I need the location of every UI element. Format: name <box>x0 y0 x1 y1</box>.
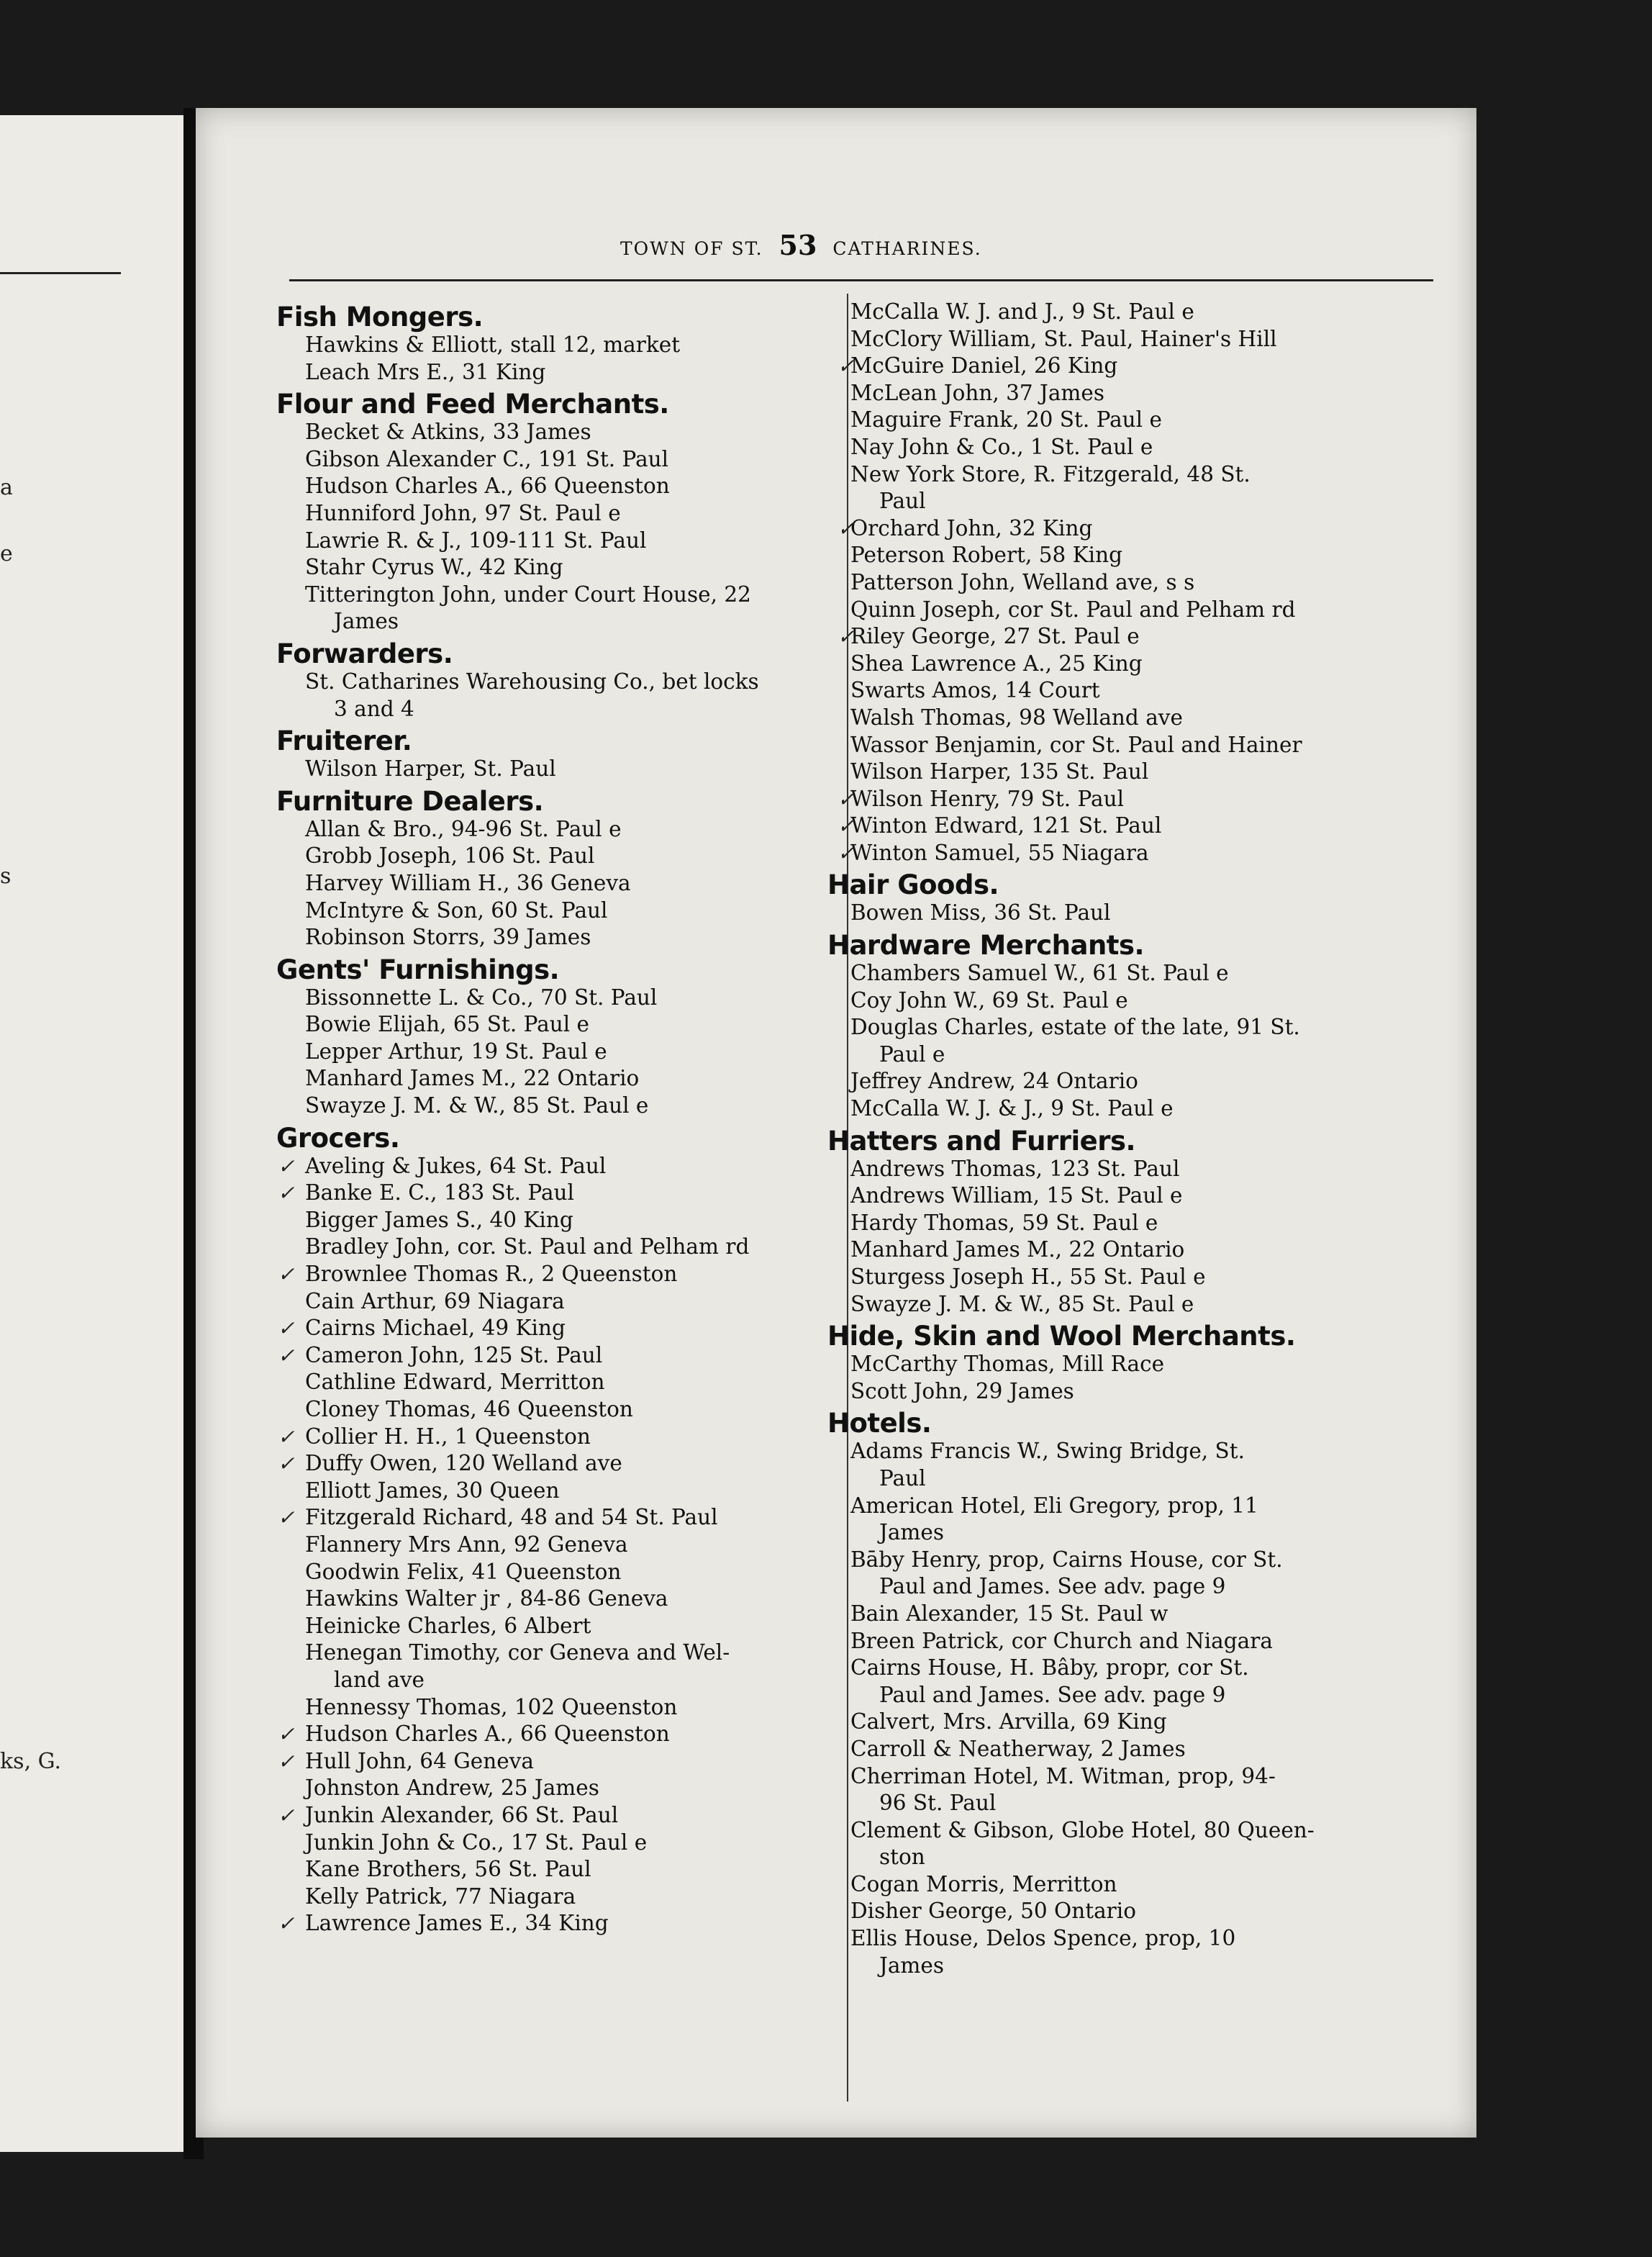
category-heading: Gents' Furnishings. <box>276 954 560 985</box>
entry-continuation: James <box>879 1953 944 1978</box>
check-mark-icon: ✓ <box>278 1181 295 1206</box>
check-mark-icon: ✓ <box>278 1912 295 1936</box>
entry-text: McCalla W. J. and J., 9 St. Paul e <box>850 299 1194 324</box>
directory-entry <box>836 1925 1433 1979</box>
entry-continuation: 3 and 4 <box>334 696 414 721</box>
directory-entry <box>276 1039 823 1066</box>
entry-text: Sturgess Joseph H., 55 St. Paul e <box>850 1265 1206 1289</box>
check-mark-icon: ✓ <box>278 1722 295 1747</box>
entry-text: Wassor Benjamin, cor St. Paul and Hainer <box>850 732 1302 757</box>
entry-text: Wilson Harper, 135 St. Paul <box>850 759 1149 784</box>
directory-entry <box>276 332 823 359</box>
entry-text: McLean John, 37 James <box>850 380 1104 405</box>
directory-entry <box>276 870 823 897</box>
entry-text: Carroll & Neatherway, 2 James <box>850 1736 1186 1761</box>
entry-text: Peterson Robert, 58 King <box>850 543 1122 568</box>
directory-entry <box>276 1775 823 1802</box>
directory-entry <box>276 528 823 555</box>
entry-text: Harvey William H., 36 Geneva <box>305 870 631 895</box>
directory-entry <box>276 1721 823 1748</box>
directory-entry <box>836 623 1433 651</box>
previous-page-fragment: a <box>0 475 13 500</box>
entry-text: Cain Arthur, 69 Niagara <box>305 1288 565 1313</box>
directory-entry <box>276 1559 823 1586</box>
right-column <box>827 299 1433 1979</box>
directory-entry <box>276 1613 823 1640</box>
directory-entry <box>276 359 823 386</box>
directory-entry <box>836 1095 1433 1123</box>
entry-text: Cherriman Hotel, M. Witman, prop, 94- <box>850 1763 1276 1788</box>
directory-entry <box>276 1093 823 1120</box>
previous-page-edge <box>0 115 194 2152</box>
check-mark-icon: ✓ <box>278 1749 295 1773</box>
directory-entry <box>836 900 1433 927</box>
entry-text: Junkin Alexander, 66 St. Paul <box>305 1802 619 1827</box>
entry-text: Henegan Timothy, cor Geneva and Wel- <box>305 1640 730 1665</box>
directory-entry <box>276 897 823 925</box>
entry-text: Hardy Thomas, 59 St. Paul e <box>850 1210 1158 1235</box>
check-mark-icon: ✓ <box>278 1452 295 1476</box>
directory-entry <box>836 840 1433 867</box>
entry-text: Hull John, 64 Geneva <box>305 1748 534 1773</box>
category-heading: Hotels. <box>827 1408 932 1439</box>
directory-entry <box>836 1493 1433 1547</box>
directory-entry <box>276 1288 823 1316</box>
entry-text: Johnston Andrew, 25 James <box>305 1776 599 1801</box>
entry-text: Gibson Alexander C., 191 St. Paul <box>305 446 669 471</box>
directory-entry <box>836 326 1433 353</box>
directory-entry <box>836 1014 1433 1068</box>
directory-entry <box>836 515 1433 543</box>
entry-text: Chambers Samuel W., 61 St. Paul e <box>850 961 1229 986</box>
category-heading: Hardware Merchants. <box>827 930 1145 962</box>
directory-entry <box>276 446 823 474</box>
entry-text: Bradley John, cor. St. Paul and Pelham rd <box>305 1234 750 1259</box>
category-heading: Forwarders. <box>276 638 453 669</box>
directory-entry <box>836 732 1433 759</box>
entry-text: Patterson John, Welland ave, s s <box>850 569 1195 594</box>
entry-text: Lawrence James E., 34 King <box>305 1911 609 1936</box>
entry-text: Hawkins Walter jr , 84-86 Geneva <box>305 1586 668 1611</box>
page-header <box>620 229 1268 261</box>
directory-entry <box>836 987 1433 1015</box>
check-mark-icon: ✓ <box>278 1424 295 1449</box>
directory-entry <box>836 1736 1433 1763</box>
entry-continuation: James <box>879 1520 944 1545</box>
directory-entry <box>276 1180 823 1207</box>
directory-entry <box>836 1709 1433 1736</box>
entry-text: Scott John, 29 James <box>850 1378 1074 1403</box>
directory-entry <box>836 1898 1433 1925</box>
entry-text: Hudson Charles A., 66 Queenston <box>305 1722 670 1747</box>
check-mark-icon: ✓ <box>838 841 855 865</box>
entry-text: Orchard John, 32 King <box>850 515 1093 540</box>
directory-entry <box>836 1601 1433 1628</box>
check-mark-icon: ✓ <box>278 1154 295 1178</box>
directory-entry <box>276 1261 823 1288</box>
directory-entry <box>836 705 1433 732</box>
directory-entry <box>836 353 1433 380</box>
entry-text: McIntyre & Son, 60 St. Paul <box>305 897 608 923</box>
entry-continuation: 96 St. Paul <box>879 1791 997 1816</box>
entry-text: Lawrie R. & J., 109-111 St. Paul <box>305 528 647 553</box>
directory-entry <box>836 434 1433 461</box>
entry-text: Robinson Storrs, 39 James <box>305 925 591 950</box>
directory-entry <box>836 461 1433 515</box>
entry-text: Manhard James M., 22 Ontario <box>850 1237 1185 1262</box>
directory-entry <box>276 500 823 528</box>
entry-text: Bain Alexander, 15 St. Paul w <box>850 1601 1168 1626</box>
entry-text: Brownlee Thomas R., 2 Queenston <box>305 1262 678 1287</box>
entry-text: New York Store, R. Fitzgerald, 48 St. <box>850 461 1251 487</box>
entry-continuation: James <box>334 609 399 634</box>
directory-entry <box>276 1586 823 1613</box>
directory-entry <box>836 960 1433 987</box>
directory-entry <box>276 985 823 1012</box>
directory-entry <box>836 813 1433 840</box>
directory-entry <box>276 1153 823 1180</box>
entry-continuation: Paul e <box>879 1041 945 1067</box>
check-mark-icon: ✓ <box>278 1803 295 1827</box>
directory-entry <box>836 759 1433 786</box>
left-column <box>276 299 823 1937</box>
directory-entry <box>836 1182 1433 1210</box>
entry-text: Flannery Mrs Ann, 92 Geneva <box>305 1532 628 1557</box>
directory-entry <box>276 1342 823 1370</box>
entry-text: Goodwin Felix, 41 Queenston <box>305 1559 622 1584</box>
directory-entry <box>836 1655 1433 1709</box>
check-mark-icon: ✓ <box>278 1316 295 1341</box>
entry-continuation: ston <box>879 1845 925 1870</box>
directory-entry <box>276 419 823 446</box>
entry-text: Jeffrey Andrew, 24 Ontario <box>850 1069 1138 1094</box>
entry-text: Heinicke Charles, 6 Albert <box>305 1613 591 1638</box>
entry-text: Andrews Thomas, 123 St. Paul <box>850 1156 1180 1181</box>
previous-page-rule <box>0 272 121 274</box>
entry-continuation: land ave <box>334 1667 425 1692</box>
entry-text: Swayze J. M. & W., 85 St. Paul e <box>850 1291 1194 1316</box>
entry-text: American Hotel, Eli Gregory, prop, 11 <box>850 1493 1258 1518</box>
entry-text: Leach Mrs E., 31 King <box>305 359 546 384</box>
entry-text: Grobb Joseph, 106 St. Paul <box>305 843 595 869</box>
entry-text: Kane Brothers, 56 St. Paul <box>305 1857 591 1882</box>
directory-entry <box>836 1291 1433 1319</box>
check-mark-icon: ✓ <box>838 814 855 838</box>
entry-text: Breen Patrick, cor Church and Niagara <box>850 1628 1273 1653</box>
previous-page-fragment: ks, G. <box>0 1749 62 1774</box>
previous-page-fragment: e <box>0 541 13 566</box>
entry-continuation: Paul <box>879 489 926 514</box>
check-mark-icon: ✓ <box>278 1506 295 1530</box>
directory-entry <box>276 756 823 783</box>
directory-entry <box>276 1011 823 1039</box>
entry-text: Riley George, 27 St. Paul e <box>850 624 1140 649</box>
directory-entry <box>276 924 823 951</box>
directory-entry <box>836 299 1433 326</box>
entry-text: Winton Samuel, 55 Niagara <box>850 840 1149 865</box>
entry-text: Wilson Henry, 79 St. Paul <box>850 786 1125 811</box>
page-number: 53 <box>779 229 817 261</box>
directory-entry <box>276 1207 823 1234</box>
directory-entry <box>836 1763 1433 1817</box>
directory-page <box>196 108 1476 2138</box>
directory-entry <box>276 1639 823 1693</box>
directory-entry <box>276 473 823 500</box>
entry-text: Hunniford John, 97 St. Paul e <box>305 500 621 525</box>
directory-entry <box>836 1378 1433 1406</box>
entry-text: Cairns House, H. Bâby, propr, cor St. <box>850 1655 1249 1681</box>
directory-entry <box>836 542 1433 569</box>
directory-entry <box>276 554 823 582</box>
entry-text: Disher George, 50 Ontario <box>850 1899 1136 1924</box>
entry-text: Ellis House, Delos Spence, prop, 10 <box>850 1926 1236 1951</box>
entry-text: Duffy Owen, 120 Welland ave <box>305 1451 622 1476</box>
directory-entry <box>836 1628 1433 1655</box>
directory-entry <box>276 1504 823 1532</box>
check-mark-icon: ✓ <box>838 787 855 811</box>
header-town: TOWN OF ST. <box>620 238 763 259</box>
directory-entry <box>276 1910 823 1937</box>
directory-entry <box>276 1424 823 1451</box>
entry-text: Wilson Harper, St. Paul <box>305 756 556 782</box>
category-heading: Fruiterer. <box>276 725 412 757</box>
directory-entry <box>276 1315 823 1342</box>
entry-text: McGuire Daniel, 26 King <box>850 353 1118 379</box>
directory-entry <box>276 582 823 636</box>
entry-text: Bowie Elijah, 65 St. Paul e <box>305 1012 589 1037</box>
directory-entry <box>836 1236 1433 1264</box>
previous-page-fragment: s <box>0 864 12 889</box>
directory-entry <box>276 1829 823 1857</box>
entry-text: Clement & Gibson, Globe Hotel, 80 Queen- <box>850 1817 1315 1842</box>
category-heading: Hide, Skin and Wool Merchants. <box>827 1321 1296 1352</box>
entry-text: Maguire Frank, 20 St. Paul e <box>850 407 1162 433</box>
directory-entry <box>836 1817 1433 1871</box>
header-rule <box>289 279 1433 281</box>
entry-text: Winton Edward, 121 St. Paul <box>850 813 1162 838</box>
directory-entry <box>836 651 1433 678</box>
check-mark-icon: ✓ <box>838 625 855 649</box>
entry-text: Swarts Amos, 14 Court <box>850 678 1100 703</box>
directory-entry <box>276 1532 823 1559</box>
entry-text: Walsh Thomas, 98 Welland ave <box>850 705 1183 730</box>
directory-entry <box>836 1438 1433 1492</box>
directory-entry <box>276 1856 823 1883</box>
entry-text: St. Catharines Warehousing Co., bet locks <box>305 669 759 694</box>
directory-entry <box>836 1068 1433 1095</box>
entry-text: Cogan Morris, Merritton <box>850 1871 1117 1896</box>
entry-text: Lepper Arthur, 19 St. Paul e <box>305 1039 607 1064</box>
directory-entry <box>276 1369 823 1396</box>
entry-text: Elliott James, 30 Queen <box>305 1478 560 1503</box>
directory-entry <box>836 677 1433 705</box>
entry-text: Kelly Patrick, 77 Niagara <box>305 1883 576 1909</box>
entry-continuation: Paul and James. See adv. page 9 <box>879 1682 1226 1707</box>
entry-text: Cloney Thomas, 46 Queenston <box>305 1397 633 1421</box>
entry-text: Collier H. H., 1 Queenston <box>305 1424 591 1449</box>
entry-text: Stahr Cyrus W., 42 King <box>305 555 563 580</box>
directory-entry <box>276 816 823 843</box>
entry-text: Nay John & Co., 1 St. Paul e <box>850 434 1153 459</box>
header-city: CATHARINES. <box>832 238 982 259</box>
check-mark-icon: ✓ <box>278 1343 295 1367</box>
directory-entry <box>276 1065 823 1093</box>
entry-text: Bigger James S., 40 King <box>305 1207 573 1232</box>
entry-text: Titterington John, under Court House, 22 <box>305 582 751 607</box>
entry-text: Becket & Atkins, 33 James <box>305 420 591 445</box>
directory-entry <box>836 786 1433 813</box>
entry-text: Bissonnette L. & Co., 70 St. Paul <box>305 985 658 1010</box>
entry-text: Swayze J. M. & W., 85 St. Paul e <box>305 1093 649 1118</box>
entry-text: Cathline Edward, Merritton <box>305 1370 605 1395</box>
entry-text: Adams Francis W., Swing Bridge, St. <box>850 1439 1245 1464</box>
entry-text: Cameron John, 125 St. Paul <box>305 1342 603 1367</box>
entry-text: Aveling & Jukes, 64 St. Paul <box>305 1153 607 1178</box>
check-mark-icon: ✓ <box>278 1262 295 1287</box>
category-heading: Grocers. <box>276 1122 400 1154</box>
entry-text: Hawkins & Elliott, stall 12, market <box>305 333 681 357</box>
entry-text: Fitzgerald Richard, 48 and 54 St. Paul <box>305 1505 718 1530</box>
directory-entry <box>276 1478 823 1505</box>
entry-text: McCalla W. J. & J., 9 St. Paul e <box>850 1096 1174 1121</box>
entry-text: Hennessy Thomas, 102 Queenston <box>305 1694 678 1719</box>
entry-text: McCarthy Thomas, Mill Race <box>850 1352 1165 1377</box>
entry-text: Andrews William, 15 St. Paul e <box>850 1183 1183 1208</box>
directory-entry <box>836 597 1433 624</box>
directory-entry <box>836 569 1433 597</box>
entry-continuation: Paul and James. See adv. page 9 <box>879 1574 1226 1599</box>
category-heading: Furniture Dealers. <box>276 785 544 817</box>
entry-text: Shea Lawrence A., 25 King <box>850 651 1143 676</box>
directory-entry <box>276 843 823 870</box>
check-mark-icon: ✓ <box>838 354 855 379</box>
entry-text: Junkin John & Co., 17 St. Paul e <box>305 1829 648 1855</box>
directory-entry <box>836 1156 1433 1183</box>
entry-text: Douglas Charles, estate of the late, 91 St. <box>850 1015 1300 1040</box>
entry-text: McClory William, St. Paul, Hainer's Hill <box>850 326 1277 351</box>
directory-entry <box>836 1871 1433 1899</box>
category-heading: Fish Mongers. <box>276 302 484 333</box>
check-mark-icon: ✓ <box>838 516 855 540</box>
directory-entry <box>836 407 1433 434</box>
directory-entry <box>836 1264 1433 1291</box>
directory-entry <box>836 1547 1433 1601</box>
directory-entry <box>276 1694 823 1722</box>
entry-text: Coy John W., 69 St. Paul e <box>850 987 1128 1013</box>
directory-entry <box>276 1883 823 1911</box>
entry-text: Banke E. C., 183 St. Paul <box>305 1180 574 1206</box>
entry-text: Bowen Miss, 36 St. Paul <box>850 900 1111 926</box>
category-heading: Hair Goods. <box>827 869 999 901</box>
entry-text: Quinn Joseph, cor St. Paul and Pelham rd <box>850 597 1296 622</box>
directory-entry <box>276 669 823 723</box>
entry-continuation: Paul <box>879 1465 926 1491</box>
directory-entry <box>276 1450 823 1478</box>
entry-text: Allan & Bro., 94-96 St. Paul e <box>305 816 622 841</box>
entry-text: Hudson Charles A., 66 Queenston <box>305 474 670 499</box>
entry-text: Bāby Henry, prop, Cairns House, cor St. <box>850 1547 1283 1572</box>
category-heading: Hatters and Furriers. <box>827 1125 1136 1157</box>
entry-text: Cairns Michael, 49 King <box>305 1316 566 1341</box>
directory-entry <box>276 1234 823 1261</box>
directory-entry <box>836 1210 1433 1237</box>
directory-entry <box>276 1748 823 1776</box>
directory-entry <box>276 1802 823 1829</box>
category-heading: Flour and Feed Merchants. <box>276 389 669 420</box>
directory-entry <box>276 1396 823 1424</box>
directory-entry <box>836 1351 1433 1378</box>
entry-text: Calvert, Mrs. Arvilla, 69 King <box>850 1709 1167 1734</box>
directory-entry <box>836 380 1433 407</box>
entry-text: Manhard James M., 22 Ontario <box>305 1066 640 1091</box>
